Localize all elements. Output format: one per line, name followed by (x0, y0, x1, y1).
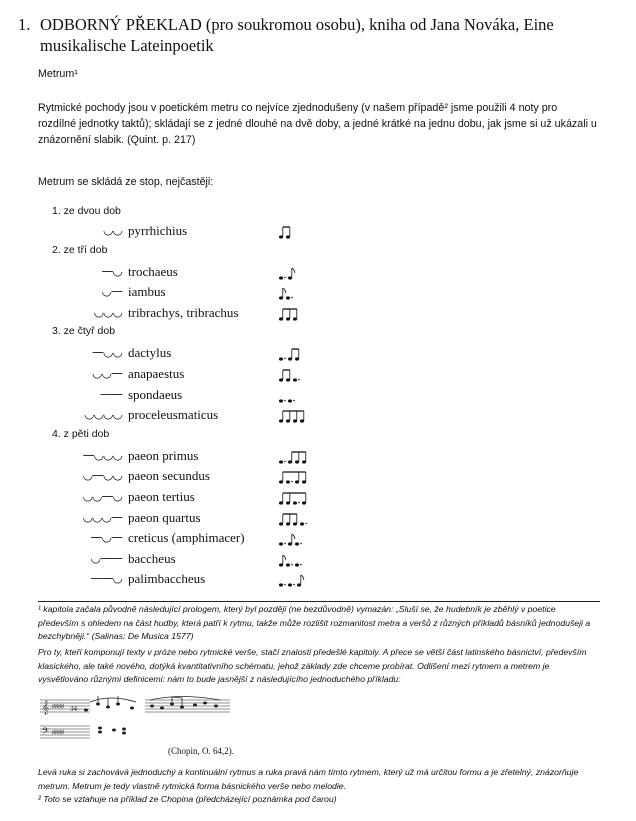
short-note (286, 420, 290, 423)
metrical-foot-row (0, 345, 320, 363)
rhythm-notation (278, 305, 307, 323)
foot-name: paeon primus (128, 447, 199, 463)
metrical-foot-row (0, 223, 320, 241)
quantity-marks: ◡◡◡— (82, 509, 122, 524)
long-note (279, 276, 283, 279)
rhythm-notation (278, 510, 316, 528)
foot-name: tribrachys, tribrachus (128, 304, 239, 320)
note-dot (298, 502, 300, 504)
rhythm-notation (278, 345, 309, 363)
note-flag (283, 555, 286, 560)
short-note (288, 358, 292, 361)
rhythm-notation (278, 571, 311, 589)
short-note (293, 317, 297, 320)
short-note (295, 481, 299, 484)
metrical-foot-row (0, 489, 320, 507)
note-dot (291, 297, 293, 299)
long-note (279, 460, 283, 463)
quantity-marks: —◡◡ (92, 345, 122, 360)
rhythm-notation (278, 530, 311, 548)
metrical-foot-row (0, 284, 320, 302)
rhythm-notation (278, 366, 309, 384)
metrical-foot-row (0, 551, 320, 569)
metrical-foot-row (0, 305, 320, 323)
rhythm-notation (278, 284, 302, 302)
short-note (286, 501, 290, 504)
foot-name: spondaeus (128, 386, 183, 402)
short-note (279, 297, 283, 300)
quantity-marks: ——◡ (90, 571, 122, 586)
quantity-marks: ◡—— (90, 550, 122, 565)
metrical-foot-row (0, 530, 320, 548)
short-note (279, 481, 283, 484)
metrical-foot-row (0, 468, 320, 486)
short-note (288, 460, 292, 463)
footnote-1: ¹ kapitola začala původně následující prologem, který byl později (ne bezdůvodně) vymazán: „Sluší se, že hudebník je zběhlý v poetice především s ohledem na část hudby, která patří k rytmu, takže může rozlišit rozmanitost metra a veršů z různých příkladů básníků jednodušeji a bezchybněji.“ (Salinas: De Musica 1577) (38, 604, 591, 642)
foot-name: iambus (128, 284, 166, 300)
note-dot (291, 563, 293, 565)
rhythm-notation (278, 551, 311, 569)
paragraph-feet-intro: Metrum se skládá ze stop, nejčastěji: (38, 176, 214, 188)
metrical-foot-row (0, 448, 320, 466)
svg-text:𝄞: 𝄞 (42, 700, 50, 714)
long-note (288, 399, 292, 402)
quantity-marks: —◡◡◡ (82, 447, 122, 462)
svg-text:♯♯♯♯: ♯♯♯♯ (52, 704, 64, 710)
foot-name: dactylus (128, 345, 172, 361)
short-note (286, 317, 290, 320)
long-note (286, 481, 290, 484)
metrical-foot-row (0, 510, 320, 528)
rhythm-notation (278, 489, 316, 507)
quantity-marks: ◡◡◡ (93, 304, 122, 319)
short-note (297, 584, 301, 587)
rhythm-notation (278, 468, 316, 486)
short-note (302, 501, 306, 504)
foot-name: paeon quartus (128, 509, 201, 525)
paragraph-rhythm: Rytmické pochody jsou v poetickém metru co nejvíce zjednodušeny (v našem případě² jsme použili 4 noty pro rozdílné jednotky taktů); skládají se z jedné dlouhé na dvě doby, a jedné krátké na jednu dobu, jak jsme si už ukázali u znázornění slabik. (Quint. p. 217) (38, 102, 597, 146)
quantity-marks: ◡—◡◡ (82, 468, 122, 483)
foot-name: proceleusmaticus (128, 407, 219, 423)
svg-text:𝄢: 𝄢 (42, 726, 50, 739)
svg-text:34: 34 (70, 705, 77, 713)
foot-name: baccheus (128, 550, 176, 566)
metrical-foot-row (0, 407, 320, 425)
footnote-2: ² Toto se vztahuje na příklad ze Chopina (předcházející poznámka pod čarou) (38, 794, 337, 804)
long-note (279, 399, 283, 402)
long-note (295, 563, 299, 566)
foot-name: creticus (amphimacer) (128, 530, 245, 546)
note-flag (301, 575, 304, 580)
quantity-marks: —◡— (90, 530, 122, 545)
metrical-foot-row (0, 366, 320, 384)
long-note (288, 584, 292, 587)
foot-name: trochaeus (128, 263, 178, 279)
note-dot (284, 460, 286, 462)
note-flag (283, 288, 286, 293)
rhythm-notation (278, 223, 300, 241)
rhythm-notation (278, 448, 316, 466)
heading-title: ODBORNÝ PŘEKLAD (pro soukromou osobu), kniha od Jana Nováka, Eine musikalische Lateinpoetik (40, 15, 554, 55)
foot-name: pyrrhichius (128, 223, 188, 238)
short-note (288, 543, 292, 546)
long-note (286, 563, 290, 566)
footnote-separator (38, 601, 600, 602)
long-note (300, 522, 304, 525)
note-flag (292, 534, 295, 539)
short-note (279, 317, 283, 320)
section-title: Metrum¹ (38, 68, 78, 80)
note-dot (305, 522, 307, 524)
feet-group-label: 4. z pěti dob (52, 427, 110, 440)
short-note (293, 420, 297, 423)
short-note (279, 378, 283, 381)
quantity-marks: ◡◡◡◡ (84, 407, 122, 422)
short-note (288, 276, 292, 279)
long-note (286, 297, 290, 300)
note-dot (300, 543, 302, 545)
note-dot (284, 399, 286, 401)
metrical-foot-row (0, 387, 320, 405)
rhythm-notation (278, 264, 302, 282)
quantity-marks: —— (100, 386, 122, 401)
rhythm-notation (278, 387, 304, 405)
foot-name: anapaestus (128, 366, 185, 381)
long-note (279, 543, 283, 546)
note-dot (293, 584, 295, 586)
note-dot (284, 584, 286, 586)
foot-name: paeon tertius (128, 489, 195, 504)
note-dot (291, 481, 293, 483)
metrical-foot-row (0, 264, 320, 282)
short-note (300, 420, 304, 423)
long-note (293, 501, 297, 504)
long-note (279, 584, 283, 587)
chopin-citation: (Chopin, O. 64,2). (168, 746, 234, 756)
short-note (302, 481, 306, 484)
short-note (279, 563, 283, 566)
feet-group-label: 2. ze tří dob (52, 243, 108, 256)
metrical-foot-row (0, 571, 320, 589)
foot-name: paeon secundus (128, 468, 210, 484)
short-note (279, 420, 283, 423)
long-note (293, 378, 297, 381)
chopin-score-excerpt (40, 694, 240, 746)
short-note (295, 358, 299, 361)
short-note (293, 522, 297, 525)
rhythm-notation (278, 407, 314, 425)
feet-group-label: 1. ze dvou dob (52, 205, 121, 217)
note-dot (300, 563, 302, 565)
short-note (302, 460, 306, 463)
note-dot (298, 379, 300, 381)
note-dot (284, 543, 286, 545)
feet-group-label: 3. ze čtyř dob (52, 325, 116, 338)
long-note (279, 358, 283, 361)
short-note (279, 501, 283, 504)
short-note (286, 378, 290, 381)
short-note (286, 235, 290, 238)
note-dot (284, 358, 286, 360)
footnote-1-continued: Pro ty, kteří komponují texty v próze nebo rytmické verše, stačí znalosti předešlé kapitoly. A přece se větší část latinského básnictví, především klasického, ale také nového, dotýká kvantitativního schématu, jehož základy zde chceme probírat. Odlišení mezi rytmem a metrem je vysvětlováno různými definicemi: nám to bude jasnější z následujícího jednoduchého příkladu: (38, 647, 587, 685)
long-note (295, 543, 299, 546)
quantity-marks: ◡◡— (92, 366, 122, 380)
note-flag (292, 268, 295, 273)
note-dot (293, 399, 295, 401)
short-note (286, 522, 290, 525)
heading-number: 1. (18, 15, 31, 34)
short-note (279, 235, 283, 238)
short-note (295, 460, 299, 463)
svg-text:♯♯♯♯: ♯♯♯♯ (52, 730, 64, 736)
short-note (279, 522, 283, 525)
quantity-marks: —◡ (101, 263, 122, 278)
quantity-marks: ◡— (101, 284, 122, 299)
quantity-marks: ◡◡ (103, 223, 122, 237)
quantity-marks: ◡◡—◡ (82, 489, 122, 503)
foot-name: palimbaccheus (128, 571, 206, 587)
footnote-1-conclusion: Levá ruka si zachovává jednoduchý a kontinuální rytmus a ruka pravá nám tímto rytmem, který už má určitou formu a je zřetelný, znázorňuje metrum. Metrum je tedy vlastně rytmická forma básnického verše nebo melodie. (38, 767, 579, 791)
note-dot (284, 276, 286, 278)
